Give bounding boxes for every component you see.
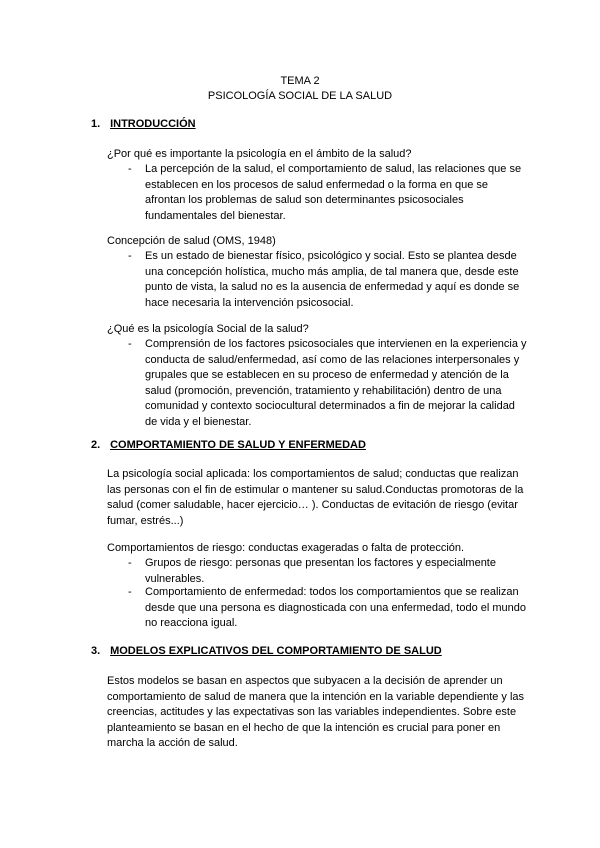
bullet-dash: - bbox=[128, 250, 132, 262]
section-heading-modelos bbox=[91, 644, 442, 660]
list-item bbox=[128, 337, 528, 430]
question-concepcion-salud: Concepción de salud (OMS, 1948) bbox=[107, 235, 276, 247]
question-importancia: ¿Por qué es importante la psicología en el ámbito de la salud? bbox=[107, 148, 412, 160]
bullet-text: Comprensión de los factores psicosociales que intervienen en la experiencia y conducta de salud/enfermedad, así como de las relaciones interpersonales y grupales que se establecen en su proceso de enfermedad y atención de la salud (promoción, prevención, tratamiento y rehabilitación) dentro de una comunidad y contexto sociocultural determinados a fin de mejorar la calidad de vida y el bienestar. bbox=[145, 338, 527, 428]
section-number: 3. bbox=[91, 645, 101, 657]
doc-title: PSICOLOGÍA SOCIAL DE LA SALUD bbox=[207, 90, 393, 102]
list-item bbox=[128, 249, 528, 311]
section-title: COMPORTAMIENTO DE SALUD Y ENFERMEDAD bbox=[110, 439, 366, 451]
paragraph: La psicología social aplicada: los comportamientos de salud; conductas que realizan las personas con el fin de estimular o mantener su salud.Conductas promotoras de la salud (comer saludable, hacer ejercicio… ). Conductas de evitación de riesgo (evitar fumar, estrés...) bbox=[107, 468, 524, 527]
bullet-dash: - bbox=[128, 586, 132, 598]
bullet-text: Es un estado de bienestar físico, psicológico y social. Esto se plantea desde una concepción holística, mucho más amplia, de tal manera que, desde este punto de vista, la salud no es la ausencia de enfermedad y aquí es donde se hace necesaria la intervención psicosocial. bbox=[145, 250, 520, 309]
list-item bbox=[128, 585, 528, 632]
bullet-text: Grupos de riesgo: personas que presentan los factores y especialmente vulnerables. bbox=[145, 557, 496, 585]
bullet-text: La percepción de la salud, el comportamiento de salud, las relaciones que se establecen en los procesos de salud enfermedad o la forma en que se afrontan los problemas de salud son determinantes psicosociales fundamentales del bienestar. bbox=[145, 163, 522, 222]
bullet-text: Comportamiento de enfermedad: todos los comportamientos que se realizan desde que una persona es diagnosticada con una enfermedad, todo el mundo no reacciona igual. bbox=[145, 586, 527, 629]
section-title: MODELOS EXPLICATIVOS DEL COMPORTAMIENTO DE SALUD bbox=[110, 645, 442, 657]
section-number: 1. bbox=[91, 118, 101, 130]
bullet-dash: - bbox=[128, 557, 132, 569]
section-title: INTRODUCCIÓN bbox=[110, 118, 196, 130]
list-item bbox=[128, 162, 528, 224]
section-heading-comportamiento bbox=[91, 438, 366, 454]
bullet-dash: - bbox=[128, 338, 132, 350]
paragraph: Estos modelos se basan en aspectos que subyacen a la decisión de aprender un comportamiento de salud de manera que la intención en la variable dependiente y las creencias, actitudes y las expectativas son las variables independientes. Sobre este planteamiento se basan en el hecho de que la intención es crucial para poner en marcha la acción de salud. bbox=[107, 675, 525, 749]
section-heading-introduccion bbox=[91, 117, 196, 133]
doc-tema: TEMA 2 bbox=[280, 75, 320, 87]
question-psicologia-social: ¿Qué es la psicología Social de la salud? bbox=[107, 323, 309, 335]
section-number: 2. bbox=[91, 439, 101, 451]
list-item bbox=[128, 556, 528, 587]
comportamientos-riesgo-line: Comportamientos de riesgo: conductas exageradas o falta de protección. bbox=[107, 542, 465, 554]
bullet-dash: - bbox=[128, 163, 132, 175]
